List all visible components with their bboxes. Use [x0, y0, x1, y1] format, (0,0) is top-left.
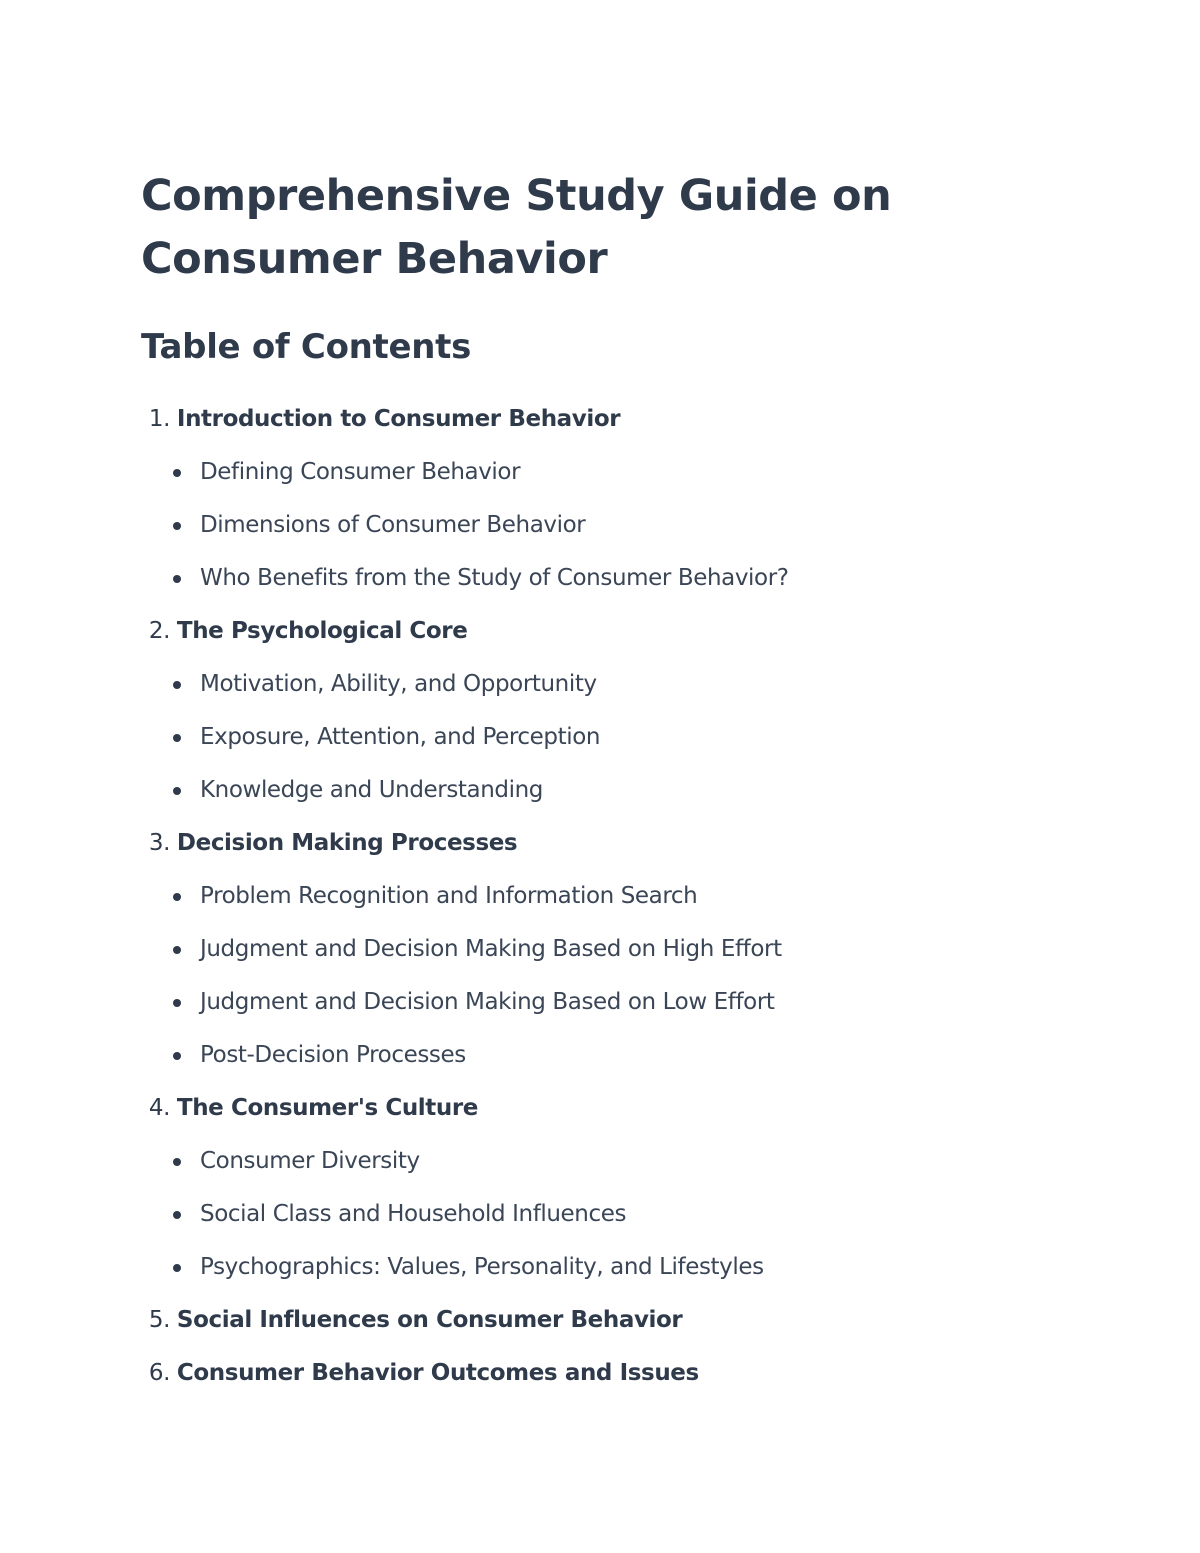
- subsection-item: [141, 552, 1041, 605]
- bullet-icon: [173, 681, 181, 689]
- subsection-label: Knowledge and Understanding: [200, 777, 543, 803]
- document-page: [141, 165, 1041, 1400]
- toc-section-heading: [141, 1347, 1041, 1400]
- toc-section-heading: [141, 1294, 1041, 1347]
- toc-section: [141, 1082, 1041, 1294]
- bullet-icon: [173, 946, 181, 954]
- subsection-label: Who Benefits from the Study of Consumer Behavior?: [200, 565, 789, 591]
- subsection-label: Social Class and Household Influences: [200, 1201, 627, 1227]
- section-number: 3.: [148, 830, 170, 856]
- section-number: 5.: [148, 1307, 170, 1333]
- toc-section: [141, 817, 1041, 1082]
- toc-section: [141, 1347, 1041, 1400]
- section-title: The Consumer's Culture: [176, 1095, 479, 1121]
- bullet-icon: [173, 1264, 181, 1272]
- section-title: Social Influences on Consumer Behavior: [176, 1307, 683, 1333]
- subsection-item: [141, 923, 1041, 976]
- subsection-list: [141, 1135, 1041, 1294]
- page-title: Comprehensive Study Guide on Consumer Behavior: [141, 171, 892, 284]
- section-title: Consumer Behavior Outcomes and Issues: [176, 1360, 699, 1386]
- subsection-label: Judgment and Decision Making Based on Low Effort: [200, 989, 775, 1015]
- toc-section: [141, 393, 1041, 605]
- section-number: 1.: [148, 406, 170, 432]
- subsection-label: Exposure, Attention, and Perception: [200, 724, 601, 750]
- toc-section-heading: [141, 393, 1041, 446]
- bullet-icon: [173, 575, 181, 583]
- toc-section: [141, 1294, 1041, 1347]
- subsection-list: [141, 870, 1041, 1082]
- toc-section-heading: [141, 817, 1041, 870]
- bullet-icon: [173, 999, 181, 1007]
- bullet-icon: [173, 469, 181, 477]
- subsection-item: [141, 870, 1041, 923]
- toc-section-heading: [141, 1082, 1041, 1135]
- subsection-label: Motivation, Ability, and Opportunity: [200, 671, 597, 697]
- subsection-item: [141, 976, 1041, 1029]
- subsection-label: Consumer Diversity: [200, 1148, 420, 1174]
- section-number: 2.: [148, 618, 170, 644]
- toc-section-heading: [141, 605, 1041, 658]
- subsection-label: Problem Recognition and Information Search: [200, 883, 698, 909]
- subsection-item: [141, 446, 1041, 499]
- subsection-label: Psychographics: Values, Personality, and Lifestyles: [200, 1254, 764, 1280]
- subsection-item: [141, 1029, 1041, 1082]
- subsection-item: [141, 499, 1041, 552]
- subsection-item: [141, 1135, 1041, 1188]
- subsection-label: Post-Decision Processes: [200, 1042, 466, 1068]
- subsection-item: [141, 1188, 1041, 1241]
- section-title: The Psychological Core: [176, 618, 468, 644]
- bullet-icon: [173, 1211, 181, 1219]
- toc-heading: Table of Contents: [141, 327, 472, 367]
- bullet-icon: [173, 734, 181, 742]
- bullet-icon: [173, 1052, 181, 1060]
- subsection-item: [141, 764, 1041, 817]
- subsection-item: [141, 1241, 1041, 1294]
- section-number: 4.: [148, 1095, 170, 1121]
- section-title: Introduction to Consumer Behavior: [176, 406, 621, 432]
- subsection-label: Dimensions of Consumer Behavior: [200, 512, 586, 538]
- bullet-icon: [173, 522, 181, 530]
- subsection-label: Judgment and Decision Making Based on High Effort: [200, 936, 782, 962]
- subsection-list: [141, 658, 1041, 817]
- toc-section: [141, 605, 1041, 817]
- bullet-icon: [173, 893, 181, 901]
- section-title: Decision Making Processes: [176, 830, 518, 856]
- subsection-item: [141, 711, 1041, 764]
- subsection-item: [141, 658, 1041, 711]
- bullet-icon: [173, 787, 181, 795]
- subsection-list: [141, 446, 1041, 605]
- subsection-label: Defining Consumer Behavior: [200, 459, 521, 485]
- table-of-contents: [141, 393, 1041, 1400]
- section-number: 6.: [148, 1360, 170, 1386]
- bullet-icon: [173, 1158, 181, 1166]
